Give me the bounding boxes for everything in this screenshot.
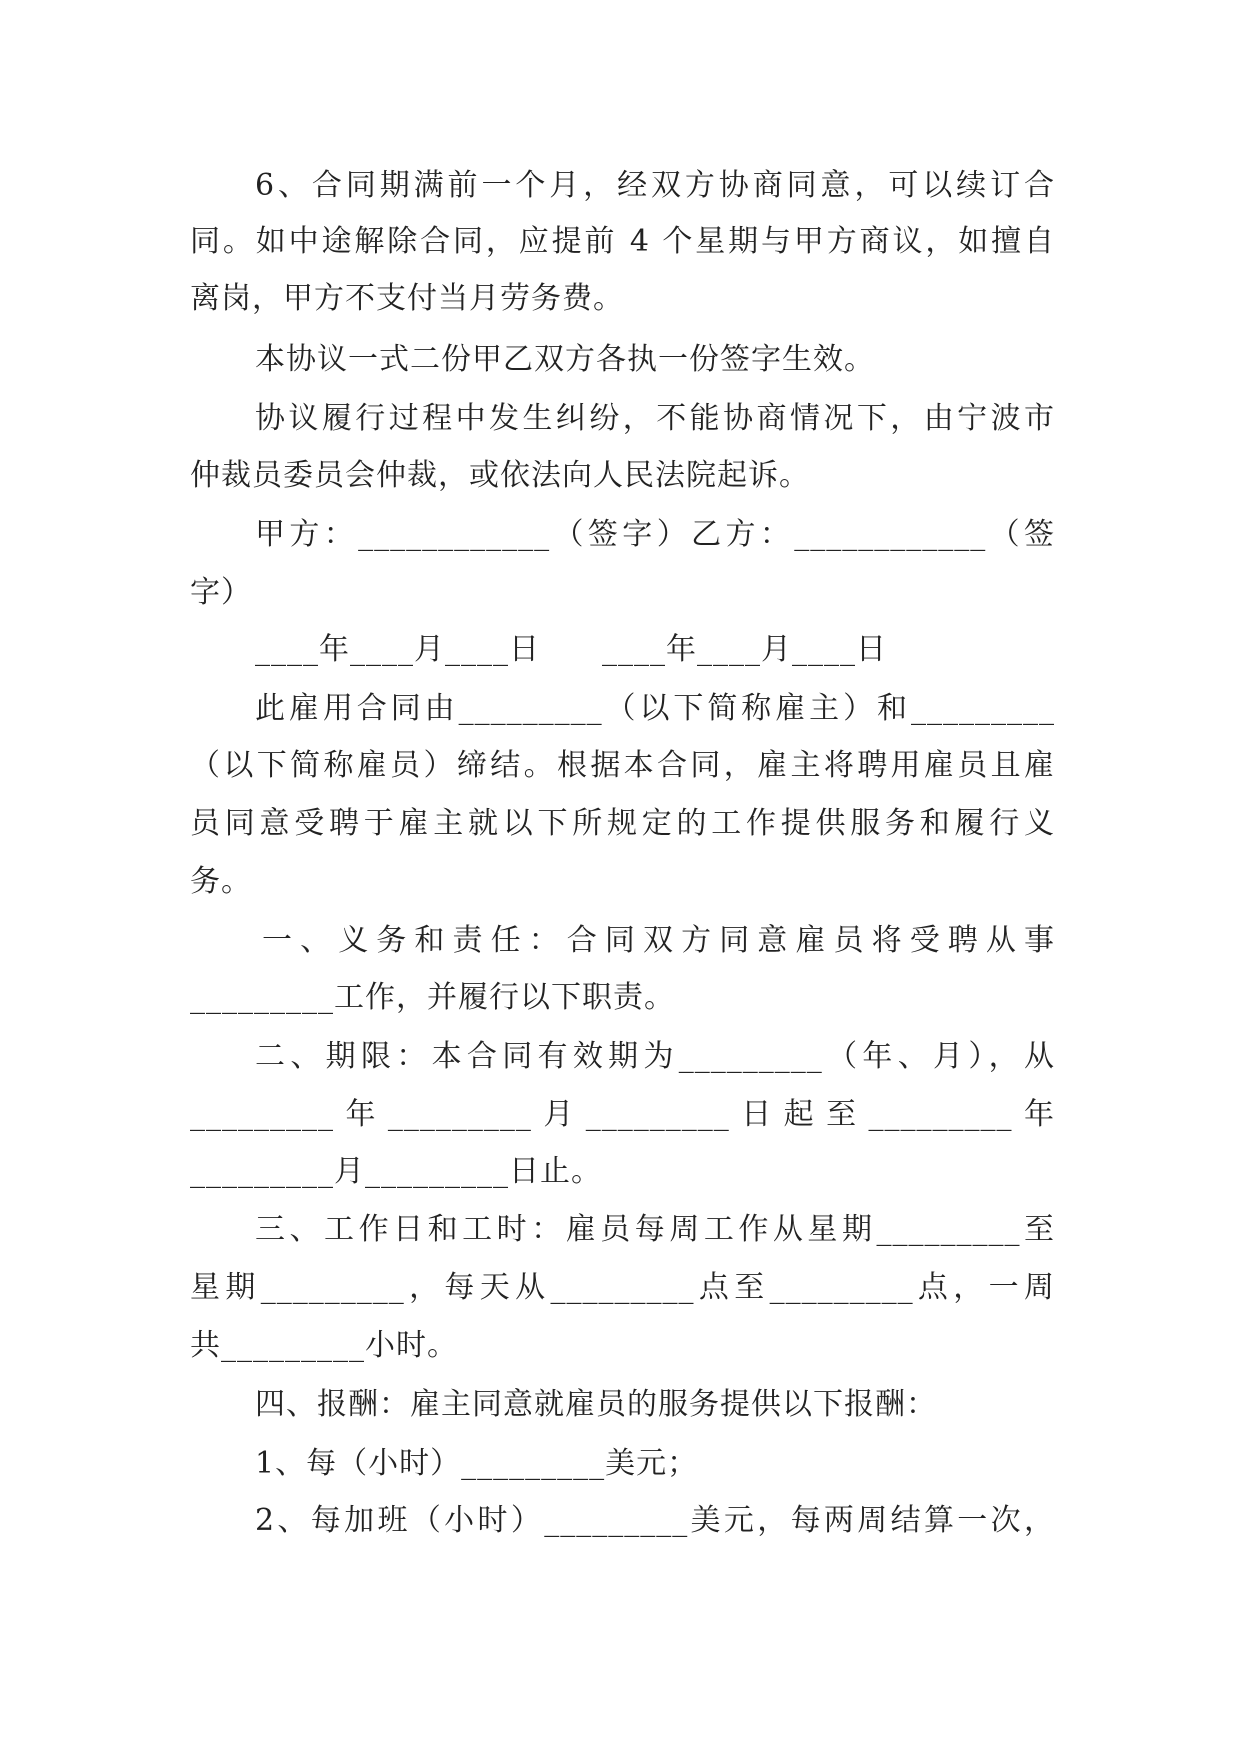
text-line: 1、每（小时）_________美元； <box>255 1446 699 1481</box>
signature-line: 甲方：____________（签字）乙方：____________（签 <box>255 517 1055 552</box>
text-line: _________年_________月_________日起至_________年 <box>190 1097 1055 1132</box>
section-heading: 二、期限：本合同有效期为_________（年、月），从 <box>255 1039 1055 1074</box>
text-line: _________工作，并履行以下职责。 <box>190 980 675 1015</box>
text-line: 2、每加班（小时）_________美元，每两周结算一次， <box>255 1503 1055 1538</box>
text-line: 协议履行过程中发生纠纷，不能协商情况下，由宁波市 <box>255 401 1055 436</box>
text-line: _________月_________日止。 <box>190 1154 602 1189</box>
text-line: 字） <box>190 575 252 610</box>
section-heading: 一、义务和责任：合同双方同意雇员将受聘从事 <box>262 923 1055 958</box>
text-line: 仲裁员委员会仲裁，或依法向人民法院起诉。 <box>190 458 810 493</box>
text-line: 员同意受聘于雇主就以下所规定的工作提供服务和履行义 <box>190 806 1055 841</box>
text-line: 离岗，甲方不支付当月劳务费。 <box>190 281 624 316</box>
text-line: 此雇用合同由_________（以下简称雇主）和_________ <box>255 691 1055 726</box>
text-line: 务。 <box>190 864 252 899</box>
date-line: ____年____月____日 ____年____月____日 <box>255 632 887 667</box>
section-heading: 三、工作日和工时：雇员每周工作从星期_________至 <box>255 1212 1055 1247</box>
text-line: （以下简称雇员）缔结。根据本合同，雇主将聘用雇员且雇 <box>190 748 1055 783</box>
section-heading: 四、报酬：雇主同意就雇员的服务提供以下报酬： <box>255 1387 937 1422</box>
text-line: 星期_________，每天从_________点至_________点，一周 <box>190 1270 1055 1305</box>
text-line: 本协议一式二份甲乙双方各执一份签字生效。 <box>255 342 875 377</box>
text-line: 共_________小时。 <box>190 1328 458 1363</box>
text-line: 同。如中途解除合同，应提前 4 个星期与甲方商议，如擅自 <box>190 224 1055 259</box>
text-line: 6、合同期满前一个月，经双方协商同意，可以续订合 <box>255 168 1055 203</box>
